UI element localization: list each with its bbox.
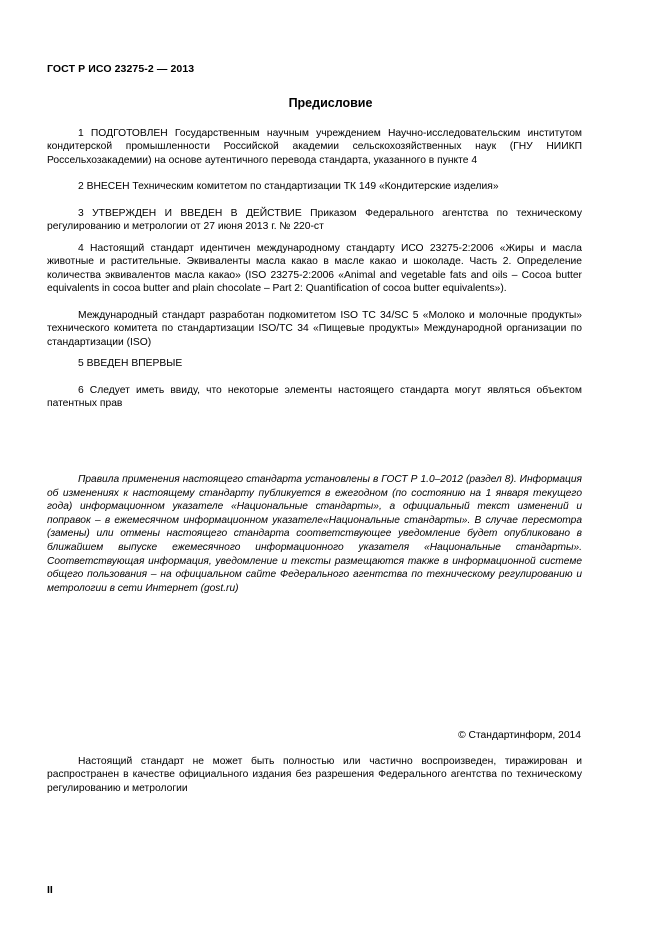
paragraph-patent-notice: 6 Следует иметь ввиду, что некоторые элементы настоящего стандарта могут являться объектом патентных прав <box>47 385 582 410</box>
paragraph-prepared-by: 1 ПОДГОТОВЛЕН Государственным научным учреждением Научно-исследовательским институтом кондитерской промышленности Российской академии сельскохозяйственных наук (ГНУ НИИКП Россельхозакадемии) на основе аутентичного перевода стандарта, указанного в пункте 4 <box>47 128 582 166</box>
paragraph-identical-standard: 4 Настоящий стандарт идентичен международному стандарту ИСО 23275-2:2006 «Жиры и масла животные и растительные. Эквиваленты масла какао в масле какао и шоколаде. Часть 2. Определение количества эквивалентов масла какао» (ISO 23275-2:2006 «Animal and vegetable fats and oils – Cocoa butter equivalents in cocoa butter and plain chocolate – Part 2: Quantification of cocoa butter equivalents»). <box>47 243 582 295</box>
paragraph-first-introduced: 5 ВВЕДЕН ВПЕРВЫЕ <box>78 358 183 369</box>
document-header-id: ГОСТ Р ИСО 23275-2 — 2013 <box>47 63 195 75</box>
reproduction-notice: Настоящий стандарт не может быть полностью или частично воспроизведен, тиражирован и распространен в качестве официального издания без разрешения Федерального агентства по техническому регулированию и метрологии <box>47 756 582 794</box>
application-rules-note: Правила применения настоящего стандарта установлены в ГОСТ Р 1.0–2012 (раздел 8). Информация об изменениях к настоящему стандарту публикуется в ежегодном (по состоянию на 1 января текущего года) информационном указателе «Национальные стандарты», а официальный текст изменений и поправок – в ежемесячном информационном указателе«Национальные стандарты». В случае пересмотра (замены) или отмены настоящего стандарта соответствующее уведомление будет опубликовано в ближайшем выпуске ежемесячного информационного указателя «Национальные стандарты». Соответствующая информация, уведомление и тексты размещаются также в информационной системе общего пользования – на официальном сайте Федерального агентства по техническому регулированию и метрологии в сети Интернет (gost.ru) <box>47 474 582 594</box>
paragraph-submitted-by: 2 ВНЕСЕН Техническим комитетом по стандартизации ТК 149 «Кондитерские изделия» <box>78 181 499 192</box>
page-number: II <box>47 884 53 896</box>
copyright-line: © Стандартинформ, 2014 <box>458 730 581 741</box>
paragraph-approved: 3 УТВЕРЖДЕН И ВВЕДЕН В ДЕЙСТВИЕ Приказом Федерального агентства по техническому регулированию и метрологии от 27 июня 2013 г. № 220-ст <box>47 208 582 233</box>
page-title: Предисловие <box>288 96 373 110</box>
paragraph-developed-by: Международный стандарт разработан подкомитетом ISO TC 34/SC 5 «Молоко и молочные продукты» технического комитета по стандартизации ISO/TC 34 «Пищевые продукты» Международной организации по стандартизации (ISO) <box>47 310 582 348</box>
